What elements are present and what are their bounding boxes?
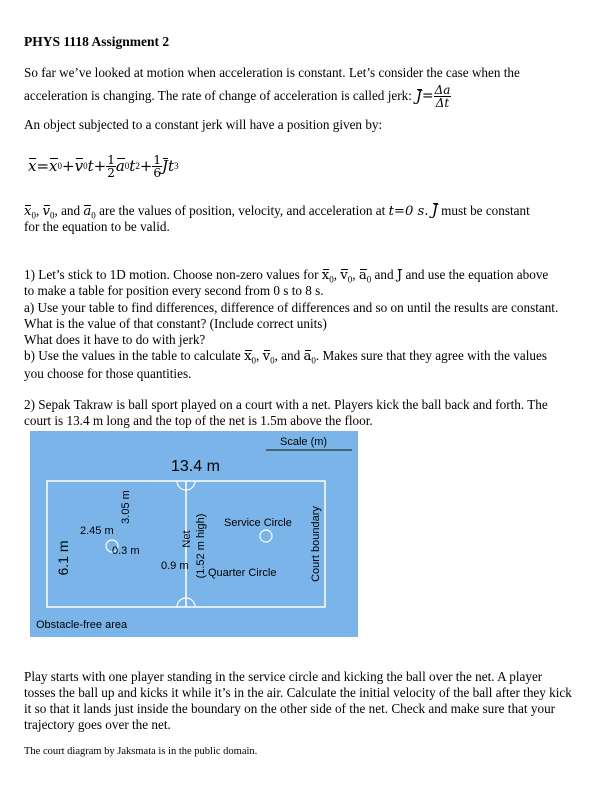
- q1-line-6-pre: b) Use the values in the table to calculate: [24, 348, 241, 363]
- definition-line-1: $x_0$, $v_0$, and $a_0$ are the values of position, velocity, and acceleration at t=0 s. J must be constant: [24, 201, 530, 221]
- eq-j: J: [162, 157, 169, 175]
- q1-line-1-pre: 1) Let’s stick to 1D motion. Choose non-zero values for: [24, 267, 319, 282]
- def-j: J: [431, 201, 438, 219]
- q2-line-1: 2) Sepak Takraw is ball sport played on a court with a net. Players kick the ball back and forth. The: [24, 397, 548, 412]
- intro-line-2: [24, 81, 451, 111]
- obstacle-free-label: Obstacle-free area: [36, 619, 128, 631]
- eq-half-den: 2: [107, 165, 115, 180]
- eq-t3-sup: 3: [174, 161, 179, 171]
- dim-03-label: 0.3 m: [112, 545, 140, 557]
- q1-line-1: 1) Let’s stick to 1D motion. Choose non-zero values for $x_0$, $v_0$, $a_0$ and J and use the equation above: [24, 267, 549, 285]
- length-label: 13.4 m: [171, 458, 220, 475]
- def-a0: a: [83, 204, 92, 219]
- intro-line-2-text: acceleration is changing. The rate of change of acceleration is called jerk:: [24, 88, 412, 103]
- def-x0: x: [24, 204, 32, 219]
- footer-credit: The court diagram by Jaksmata is in the public domain.: [24, 746, 258, 757]
- q1-line-2: to make a table for position every second from 0 s to 8 s.: [24, 283, 324, 298]
- width-label: 6.1 m: [55, 540, 71, 576]
- q1-a0-sub: 0: [366, 274, 372, 285]
- q1b-v0: v: [262, 349, 271, 364]
- eq-half-num: 1: [107, 152, 115, 167]
- def-x0-sub: 0: [31, 210, 36, 221]
- service-circle-label: Service Circle: [224, 517, 292, 529]
- intro-line-3: An object subjected to a constant jerk will have a position given by:: [24, 117, 383, 132]
- jerk-symbol: J: [415, 87, 422, 105]
- q1-line-6-and: and: [281, 348, 301, 363]
- eq-x0: x: [49, 157, 58, 175]
- q1-x0: x: [321, 268, 330, 283]
- q1-line-3: a) Use your table to find differences, difference of differences and so on until the results are constant.: [24, 300, 559, 315]
- q1-line-6-post: Makes sure that they agree with the values: [322, 348, 547, 363]
- eq-v0-sub: 0: [83, 161, 88, 171]
- def-text-1: are the values of position, velocity, and acceleration at: [99, 203, 386, 218]
- dim-245-label: 2.45 m: [80, 525, 114, 537]
- def-and: and: [61, 203, 81, 218]
- dim-305-label: 3.05 m: [120, 490, 132, 524]
- q1b-x0: x: [244, 349, 252, 364]
- play-line-1: Play starts with one player standing in the service circle and kicking the ball over the net. A player: [24, 669, 543, 684]
- eq-sixth-num: 1: [153, 152, 162, 167]
- scale-label: Scale (m): [280, 436, 328, 448]
- jerk-fraction: [434, 84, 452, 109]
- q1-line-5: What does it have to do with jerk?: [24, 332, 206, 347]
- intro-line-1: So far we’ve looked at motion when acceleration is constant. Let’s consider the case when the: [24, 65, 520, 80]
- def-t-eq: t=0 s.: [388, 204, 429, 219]
- q1b-a0: a: [303, 349, 312, 364]
- q2-line-2: court is 13.4 m long and the top of the net is 1.5m above the floor.: [24, 413, 373, 428]
- position-equation: x = x 0 + v 0 t + $\frac{1}{2}$ a 0 t 2 + $\frac{1}{6}$ J t 3: [28, 152, 179, 180]
- jerk-fraction-numerator: Δa: [434, 82, 451, 97]
- jerk-fraction-denominator: Δt: [435, 95, 450, 110]
- net-height-label: (1.52 m high): [195, 513, 207, 579]
- q1-line-7: you choose for those quantities.: [24, 366, 192, 381]
- definition-line-2: for the equation to be valid.: [24, 219, 170, 234]
- net-label: Net: [181, 530, 193, 548]
- play-line-2: tosses the ball up and kicks it while it’s in the air. Calculate the initial velocity of the ball after they kick: [24, 685, 572, 700]
- page-title: PHYS 1118 Assignment 2: [24, 34, 170, 49]
- q1-j: J: [396, 268, 403, 283]
- def-v0-sub: 0: [49, 210, 55, 221]
- q1b-x0-sub: 0: [251, 355, 257, 366]
- eq-t3: t: [168, 157, 175, 175]
- q1-a0: a: [358, 268, 367, 283]
- eq-t2-sup: 2: [135, 161, 140, 171]
- eq-a0: a: [115, 157, 125, 175]
- eq-x: x: [28, 157, 37, 175]
- q1b-a0-sub: 0: [311, 355, 316, 366]
- jerk-equals: =: [421, 88, 434, 104]
- eq-v0: v: [74, 157, 84, 175]
- q1-line-1-post: and use the equation above: [405, 267, 549, 282]
- eq-x0-sub: 0: [57, 161, 63, 171]
- q1-x0-sub: 0: [329, 274, 334, 285]
- q1-line-1-and: and: [374, 267, 394, 282]
- eq-sixth-den: 6: [153, 165, 162, 180]
- dim-09-label: 0.9 m: [161, 560, 189, 572]
- eq-t: t: [87, 157, 94, 175]
- eq-half: [106, 154, 116, 179]
- q1b-v0-sub: 0: [270, 355, 275, 366]
- q1-v0-sub: 0: [347, 274, 353, 285]
- court-boundary-label: Court boundary: [310, 506, 322, 582]
- eq-a0-sub: 0: [124, 161, 130, 171]
- court-diagram: [30, 431, 360, 639]
- quarter-circle-label: Quarter Circle: [208, 567, 277, 579]
- def-v0: v: [42, 204, 50, 219]
- q1-line-6: b) Use the values in the table to calculate $x_0$, $v_0$, and $a_0$. Makes sure that they agree with the values: [24, 348, 547, 366]
- def-a0-sub: 0: [91, 210, 96, 221]
- q1-v0: v: [340, 268, 348, 283]
- eq-sixth: [152, 154, 162, 179]
- play-line-3: it so that it lands just inside the boundary on the other side of the net. Check and make sure that your: [24, 701, 556, 716]
- play-line-4: trajectory goes over the net.: [24, 717, 171, 732]
- q1-line-4: What is the value of that constant? (Include correct units): [24, 316, 327, 331]
- eq-t2: t: [129, 157, 136, 175]
- def-text-2: must be constant: [441, 203, 530, 218]
